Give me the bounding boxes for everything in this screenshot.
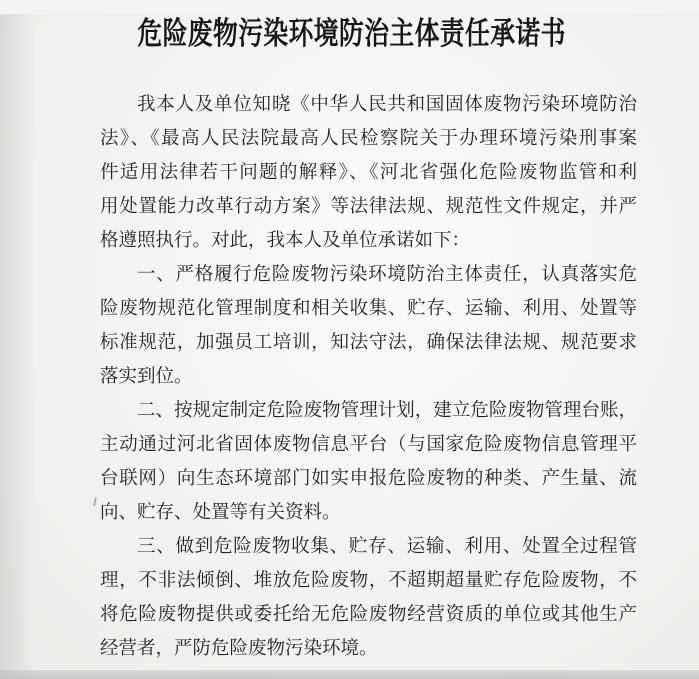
page-bottom-edge <box>0 670 699 679</box>
page-left-shadow <box>0 14 36 679</box>
document-body <box>100 88 637 666</box>
text-line: 理，不非法倾倒、堆放危险废物，不超期超量贮存危险废物，不 <box>100 571 637 591</box>
stray-mark-artifact <box>93 497 97 506</box>
text-line: 台联网）向生态环境部门如实申报危险废物的种类、产生量、流 <box>100 469 637 489</box>
text-line: 主动通过河北省固体废物信息平台（与国家危险废物信息管理平 <box>100 435 637 455</box>
text-line: 用处置能力改革行动方案》等法律法规、规范性文件规定，并严 <box>100 197 637 217</box>
paragraph <box>100 258 637 394</box>
text-line: 将危险废物提供或委托给无危险废物经营资质的单位或其他生产 <box>100 605 637 625</box>
text-line: 法》、《最高人民法院最高人民检察院关于办理环境污染刑事案 <box>100 129 637 149</box>
text-line: 一、严格履行危险废物污染环境防治主体责任，认真落实危 <box>137 265 637 285</box>
document-title: 危险废物污染环境防治主体责任承诺书 <box>137 16 566 51</box>
text-line: 件适用法律若干问题的解释》、《河北省强化危险废物监管和利 <box>100 163 637 183</box>
text-line: 标准规范，加强员工培训，知法守法，确保法律法规、规范要求 <box>100 333 637 353</box>
paragraph <box>100 530 637 666</box>
paragraph <box>100 88 637 258</box>
text-line: 我本人及单位知晓《中华人民共和国固体废物污染环境防治 <box>137 95 637 115</box>
text-line: 格遵照执行。对此，我本人及单位承诺如下： <box>100 231 471 251</box>
text-line: 向、贮存、处置等有关资料。 <box>100 503 341 523</box>
paragraph <box>100 394 637 530</box>
text-line: 落实到位。 <box>100 367 193 387</box>
text-line: 三、做到危险废物收集、贮存、运输、利用、处置全过程管 <box>137 537 637 557</box>
text-line: 经营者，严防危险废物污染环境。 <box>100 639 378 659</box>
text-line: 二、按规定制定危险废物管理计划，建立危险废物管理台账， <box>137 401 637 421</box>
text-line: 险废物规范化管理制度和相关收集、贮存、运输、利用、处置等 <box>100 299 637 319</box>
document-page <box>0 14 699 679</box>
